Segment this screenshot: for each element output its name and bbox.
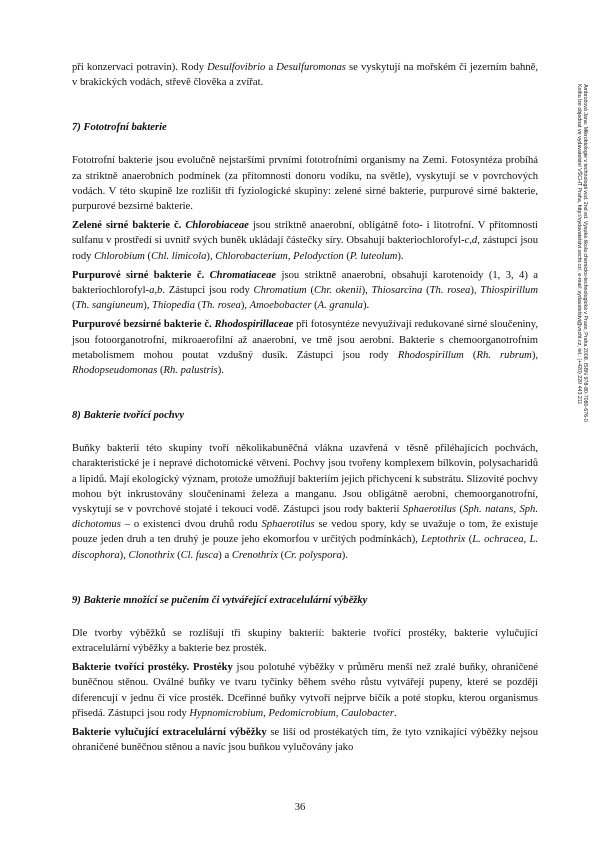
text: se vedou spory, kdy se uvažuje o tom, že existuje pouze jeden druh a ten druhý je pouze jeho ekomorfou v určitých podmínkách), xyxy=(72,519,538,546)
genus: Chlorobacterium, Pelodyction xyxy=(215,250,344,262)
species: Chr. okenii xyxy=(313,285,362,297)
text: . xyxy=(393,707,397,719)
genus: Rhodopseudomonas xyxy=(72,365,158,377)
purple-nonsulfur-paragraph xyxy=(72,317,538,378)
section-8-heading: 8) Bakterie tvořící pochvy xyxy=(72,410,185,422)
text: ), xyxy=(361,285,372,297)
genus: Thiosarcina xyxy=(371,285,423,297)
genus: Clonothrix xyxy=(128,549,175,561)
genus: Amoebobacter xyxy=(249,300,312,312)
text: ( xyxy=(343,250,350,262)
species: Th. sangiuneum xyxy=(75,300,144,312)
text: ), xyxy=(143,300,153,312)
section-9-heading: 9) Bakterie množící se pučením či vytvářející extracelulární výběžky xyxy=(72,594,368,606)
species: Cr. polyspora xyxy=(284,549,342,561)
text: ( xyxy=(277,549,285,561)
text: ( xyxy=(174,549,181,561)
genus-desulfovibrio: Desulfovibrio xyxy=(207,62,266,73)
genus: Thiospirillum xyxy=(480,285,538,297)
genus-desulfuromonas: Desulfuromonas xyxy=(276,62,346,73)
text: ). xyxy=(397,250,404,262)
label: Bakterie vylučující extracelulární výběžky xyxy=(72,727,267,739)
genus: Thiopedia xyxy=(152,300,196,312)
text: ( xyxy=(422,285,430,297)
document-page xyxy=(72,60,538,756)
species: P. luteolum xyxy=(349,250,398,262)
section-7-heading: 7) Fototrofní bakterie xyxy=(72,122,167,134)
section-8-paragraph xyxy=(72,441,538,563)
text: ( xyxy=(72,300,76,312)
family-name: Rhodospirillaceae xyxy=(214,319,294,331)
text: ( xyxy=(456,504,464,516)
text: , zástupci jsou rody xyxy=(72,235,538,262)
text: ( xyxy=(465,534,473,546)
prosthecae-paragraph xyxy=(72,660,538,721)
text: ( xyxy=(157,365,164,377)
text: ( xyxy=(311,300,318,312)
genus: Rhodospirillum xyxy=(397,349,464,361)
citation-sidebar-text xyxy=(575,84,588,604)
genus: Crenothrix xyxy=(231,549,278,561)
section-9-intro: Dle tvorby výběžků se rozlišují tři skupiny bakterií: bakterie tvořící prostéky, bakterie vylučující extracelulární výběžky a bakterie bez prosték. xyxy=(72,627,538,655)
text: jsou striktně anaerobní, obsahují karotenoidy (1, 3, 4) a bakteriochlorofyl- xyxy=(72,269,538,297)
text: při fotosyntéze nevyužívají redukované sirné sloučeniny, jsou fotoorganotrofní, mikroaerofilní až anaerobní, ve tmě jsou aerobní. Bakterie s chemoorganotrofním metabolismem mohou poutat vzdušný dusík. Zástupci jsou rody xyxy=(72,319,538,361)
species: Th. rosea xyxy=(429,285,471,297)
genus: Chromatium xyxy=(253,285,307,297)
text: c,d xyxy=(464,235,478,247)
text: ). xyxy=(217,365,224,377)
species: Th. rosea xyxy=(201,300,241,312)
text: jsou polotuhé výběžky v průměru menší než zralé buňky, ohraničené buněčnou stěnou. Oválné buňky ve tvaru tyčinky během svého růstu vytvářejí pupeny, které se později diferencují v jednu či více prosték. Dceřinné buňky vytvoří nejprve bičík a poté stopku, kterou organismus přisedá. Zástupci jsou rody xyxy=(72,662,538,719)
intro-paragraph xyxy=(72,60,538,90)
text: a xyxy=(265,62,277,73)
citation-line: Ambrožová Jana: Mikrobiologie v technologii vod. 2nd ed. Vysoká škola chemicko-technologická v Praze, Praha 2008. ISBN 978-80-7080-676-0 xyxy=(582,84,588,422)
family-name: Chromatiaceae xyxy=(209,269,277,281)
label: Purpurové bezsirné bakterie č. xyxy=(72,319,215,331)
label: Bakterie tvořící prostéky. xyxy=(72,662,190,674)
species: L. ochracea, L. discophora xyxy=(72,534,538,561)
genus: Leptothrix xyxy=(421,534,466,546)
text: ). xyxy=(341,549,348,561)
citation-sidebar xyxy=(575,84,588,604)
text: při konzervaci potravin). Rody xyxy=(72,62,208,73)
genus: Sphaerotilus xyxy=(261,519,315,531)
section-7-intro: Fototrofní bakterie jsou evolučně nejstaršími prvními fototrofními organismy na Zemi. Fotosyntéza probíhá za striktně anaerobních podmínek (za přítomnosti donoru vodíku, na světle), vyskytují se v povrchových vodách. V této skupině lze rozlišit tři fyziologické skupiny: zelené sirné bakterie, purpurové sirné bakterie, purpurové bezsirné bakterie. xyxy=(72,155,538,213)
text: ), xyxy=(470,285,481,297)
text: ). xyxy=(362,300,370,312)
text: ), xyxy=(206,250,216,262)
text: ), xyxy=(240,300,250,312)
text: ( xyxy=(144,250,152,262)
page-number: 36 xyxy=(294,802,306,813)
label: Purpurové sirné bakterie č. xyxy=(72,269,210,281)
species: Chl. limicola xyxy=(151,250,207,262)
species: Cl. fusca xyxy=(180,549,219,561)
family-name: Chlorobiaceae xyxy=(185,220,249,232)
species: Sph. natans, Sph. dichotomus xyxy=(72,504,539,531)
text: ), xyxy=(119,549,129,561)
label: Zelené sirné bakterie č. xyxy=(72,220,186,232)
text: Buňky bakterií této skupiny tvoří několikabuněčná vlákna uzavřená v těsně přiléhajících pochvách, charakteristické je i nepravé dichotomické větvení. Pochvy jsou tvořeny komplexem bílkovin, polysacharidů a lipidů. Mají ekologický význam, protože umožňují bakteriím jejich přichycení k substrátu. Slizovité pochvy mohou být inkrustovány sloučeninami železa a manganu. Jsou obligátně aerobní, chemoorganotrofní, vyskytují se v povrchové stojaté i tekoucí vodě. Zástupci jsou rody bakterií xyxy=(72,443,538,516)
text: ) a xyxy=(218,549,232,561)
text: se liší od prostékatých tím, že tyto vznikající výběžky nejsou ohraničené buněčnou stěnou a navíc jsou buňkou vylučovány jako xyxy=(72,727,538,754)
genus: Chlorobium xyxy=(94,250,145,262)
text: ( xyxy=(463,349,477,361)
genus: Hypnomicrobium, Pedomicrobium, Caulobacter xyxy=(189,707,394,719)
species: A. granula xyxy=(317,300,363,312)
genus: Sphaerotilus xyxy=(402,504,457,516)
text: se vyskytují na mořském či jezerním bahně, v brakických vodách, střevě člověka a zvířat. xyxy=(72,62,539,89)
species: Rh. rubrum xyxy=(476,349,532,361)
label: Prostéky xyxy=(192,662,233,674)
purple-sulfur-paragraph xyxy=(72,268,538,314)
text: jsou striktně anaerobní, obligátně foto- i litotrofní. V přítomnosti sulfanu v prostředí si uvnitř svých buněk ukládají částečky síry. Obsahují bakteriochlorofyl- xyxy=(72,220,538,247)
text: ( xyxy=(306,285,314,297)
text: – o existenci dvou druhů rodu xyxy=(120,519,262,531)
green-sulfur-paragraph xyxy=(72,218,538,264)
order-line: Knihu lze objednat ve vydavatelství VŠCHT Praha, http://vydavatelstvi.vscht.cz/, e-mail: vydavatelstvi@vscht.cz, tel.: (+420) 220 443 211 xyxy=(575,84,582,405)
text: a,b xyxy=(149,285,163,297)
text: . Zástupci jsou rody xyxy=(162,285,254,297)
text: ( xyxy=(195,300,202,312)
extracellular-paragraph xyxy=(72,725,538,755)
text: ), xyxy=(531,349,538,361)
species: Rh. palustris xyxy=(163,365,218,377)
